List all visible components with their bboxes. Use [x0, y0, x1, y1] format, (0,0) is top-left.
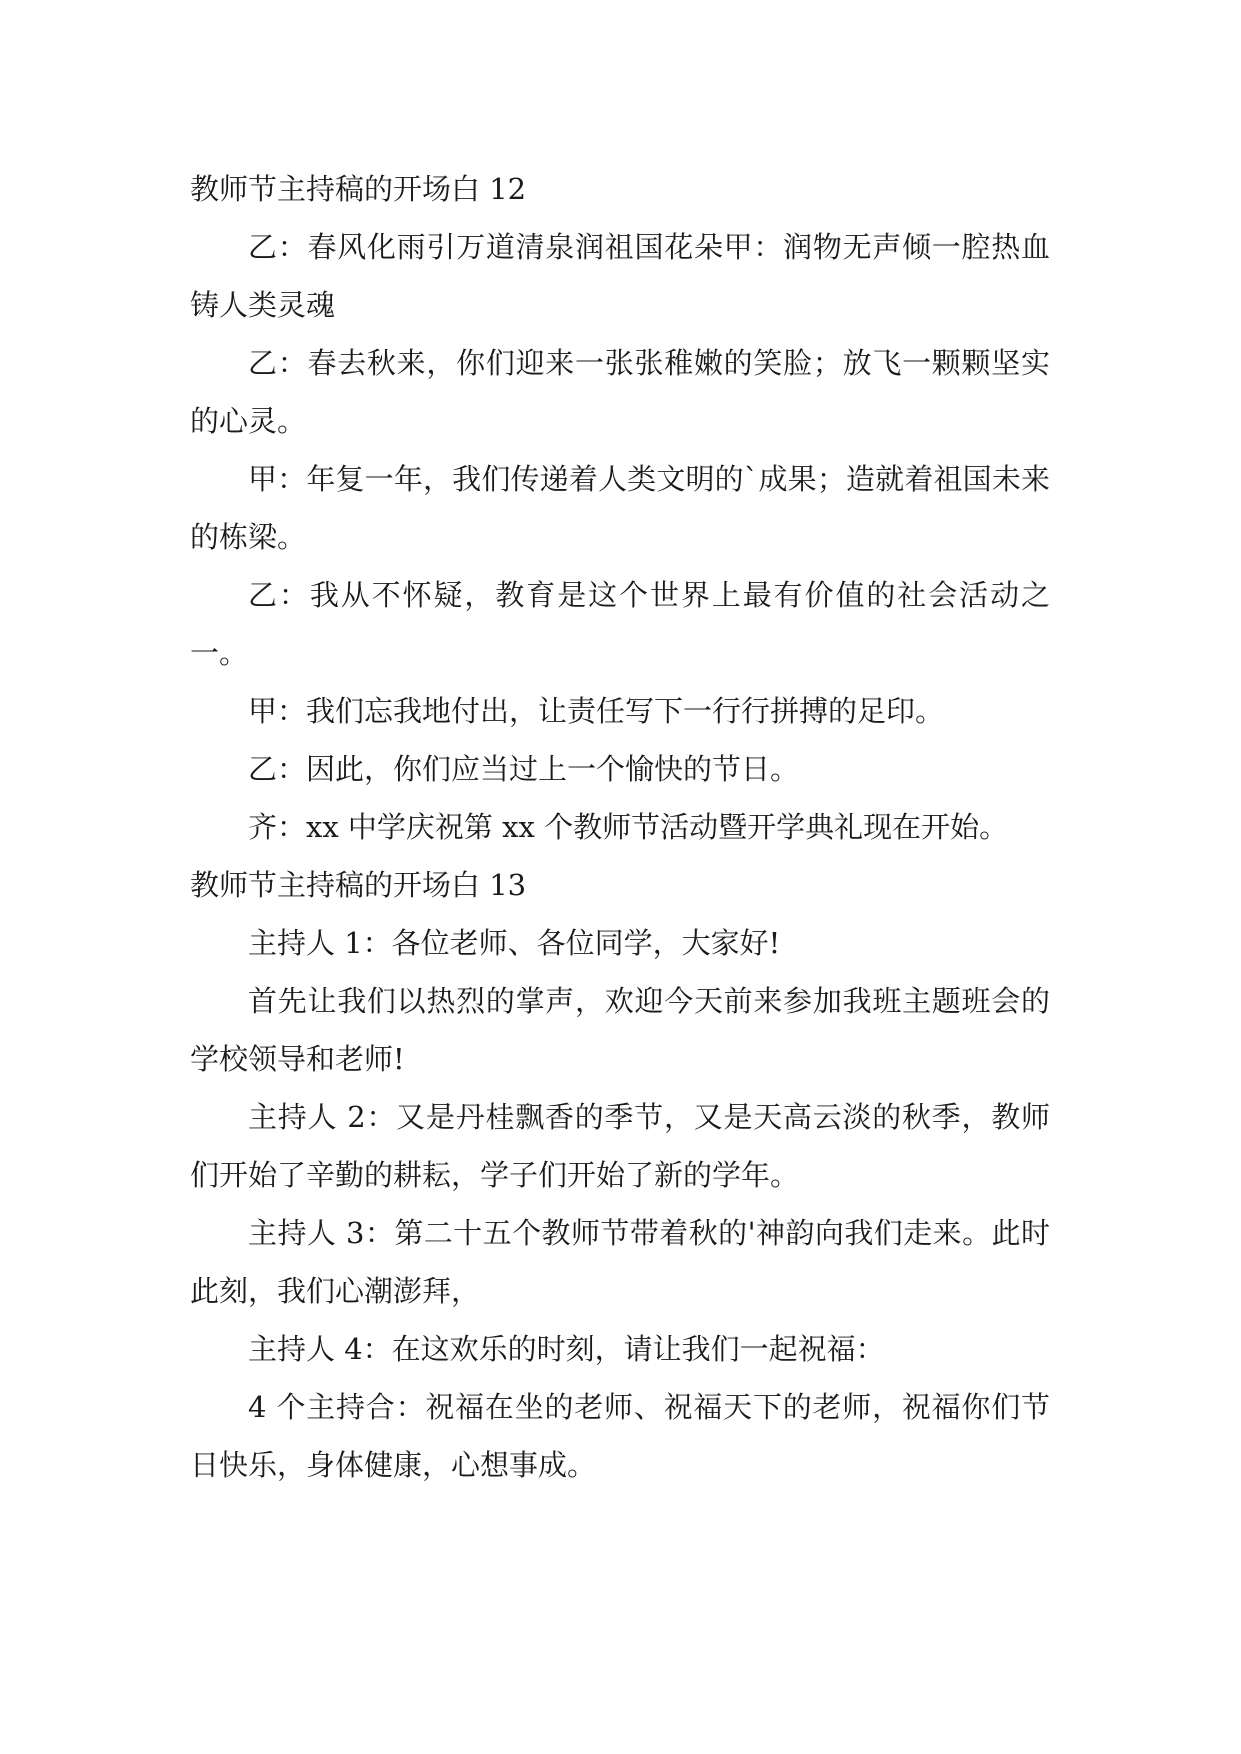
paragraph: 乙：我从不怀疑，教育是这个世界上最有价值的社会活动之一。	[190, 578, 1050, 670]
paragraph: 乙：因此，你们应当过上一个愉快的节日。	[248, 752, 800, 786]
section-title: 教师节主持稿的开场白 12	[190, 172, 527, 206]
paragraph: 首先让我们以热烈的掌声，欢迎今天前来参加我班主题班会的学校领导和老师!	[190, 984, 1050, 1076]
paragraph: 主持人 3：第二十五个教师节带着秋的'神韵向我们走来。此时此刻，我们心潮澎拜，	[190, 1216, 1050, 1308]
section-title: 教师节主持稿的开场白 13	[190, 868, 527, 902]
paragraph: 主持人 2：又是丹桂飘香的季节，又是天高云淡的秋季，教师们开始了辛勤的耕耘，学子们开始了新的学年。	[190, 1100, 1050, 1192]
paragraph: 主持人 1：各位老师、各位同学，大家好!	[248, 926, 781, 960]
section-12	[190, 160, 1050, 856]
paragraph: 乙：春风化雨引万道清泉润祖国花朵甲：润物无声倾一腔热血铸人类灵魂	[190, 230, 1050, 322]
section-13	[190, 856, 1050, 1494]
paragraph: 4 个主持合：祝福在坐的老师、祝福天下的老师，祝福你们节日快乐，身体健康，心想事成。	[190, 1390, 1050, 1482]
paragraph: 甲：年复一年，我们传递着人类文明的`成果；造就着祖国未来的栋梁。	[190, 462, 1050, 554]
paragraph: 甲：我们忘我地付出，让责任写下一行行拼搏的足印。	[248, 694, 945, 728]
document-body	[190, 160, 1050, 1494]
paragraph: 主持人 4：在这欢乐的时刻，请让我们一起祝福：	[248, 1332, 885, 1366]
paragraph: 乙：春去秋来，你们迎来一张张稚嫩的笑脸；放飞一颗颗坚实的心灵。	[190, 346, 1050, 438]
paragraph: 齐：xx 中学庆祝第 xx 个教师节活动暨开学典礼现在开始。	[248, 810, 1009, 844]
